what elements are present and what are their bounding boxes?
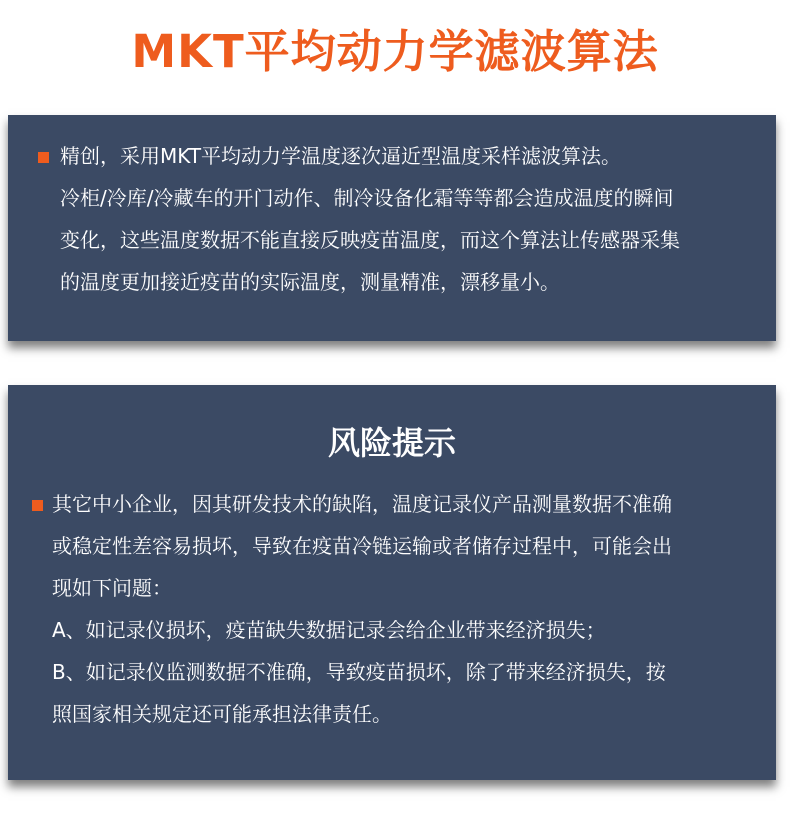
risk-warning-panel bbox=[8, 385, 776, 780]
square-bullet-icon bbox=[38, 152, 49, 163]
text-line: 其它中小企业，因其研发技术的缺陷，温度记录仪产品测量数据不准确 bbox=[52, 492, 672, 516]
text-line: 的温度更加接近疫苗的实际温度，测量精准，漂移量小。 bbox=[60, 270, 560, 294]
text-line: 精创，采用MKT平均动力学温度逐次逼近型温度采样滤波算法。 bbox=[60, 144, 622, 168]
page-title: MKT平均动力学滤波算法 bbox=[131, 25, 659, 78]
text-line: 变化，这些温度数据不能直接反映疫苗温度，而这个算法让传感器采集 bbox=[60, 228, 680, 252]
text-line: 照国家相关规定还可能承担法律责任。 bbox=[52, 702, 392, 726]
risk-warning-text bbox=[52, 483, 752, 735]
square-bullet-icon bbox=[32, 500, 43, 511]
text-line: 或稳定性差容易损坏，导致在疫苗冷链运输或者储存过程中，可能会出 bbox=[52, 534, 672, 558]
risk-warning-heading: 风险提示 bbox=[327, 424, 456, 462]
text-line: B、如记录仪监测数据不准确，导致疫苗损坏，除了带来经济损失，按 bbox=[52, 660, 666, 684]
text-line: 现如下问题： bbox=[52, 576, 172, 600]
text-line: A、如记录仪损坏，疫苗缺失数据记录会给企业带来经济损失； bbox=[52, 618, 606, 642]
algorithm-description-panel bbox=[8, 115, 776, 341]
text-line: 冷柜/冷库/冷藏车的开门动作、制冷设备化霜等等都会造成温度的瞬间 bbox=[60, 186, 674, 210]
algorithm-description-text bbox=[60, 135, 760, 303]
